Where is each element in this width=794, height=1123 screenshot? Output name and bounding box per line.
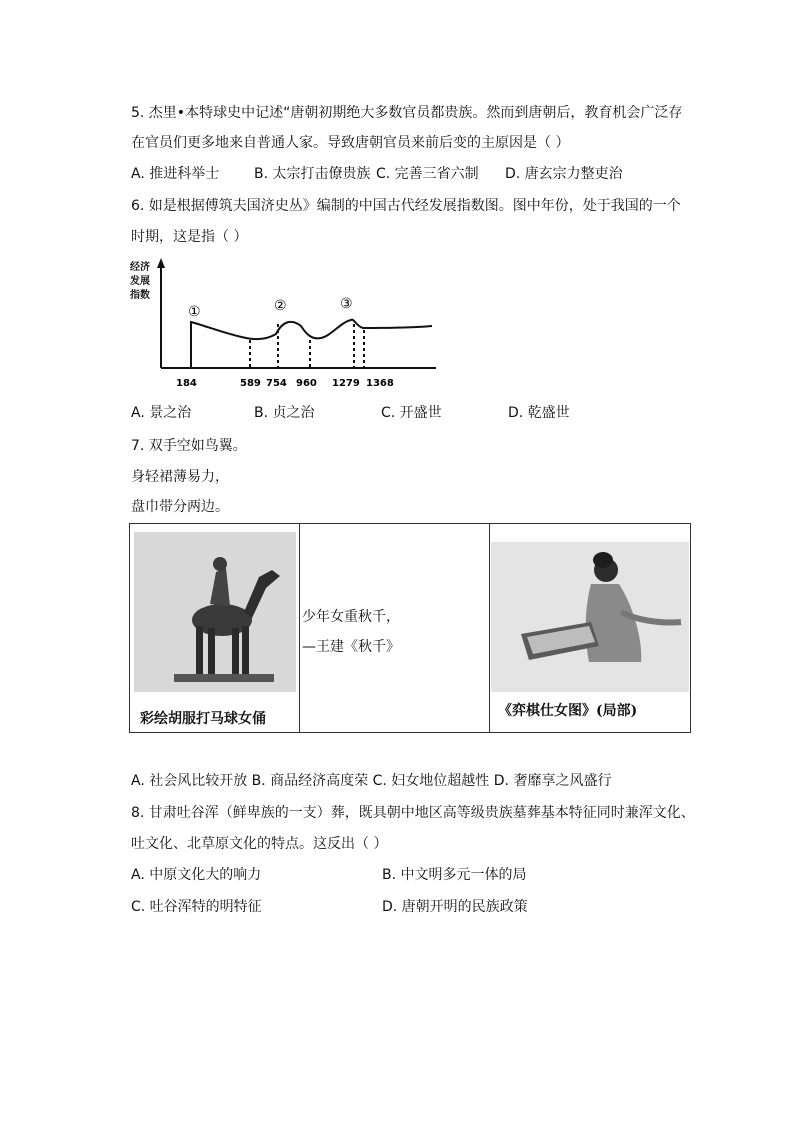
q7-stem-line2: 身轻裙薄易力， xyxy=(131,469,229,485)
weiqi-lady-painting-image xyxy=(491,542,689,692)
q8-stem-line1: 8. 甘肃吐谷浑（鲜卑族的一支）葬，既具朝中地区高等级贵族墓葬基本特征同时兼浑文化、 xyxy=(131,805,695,821)
q6-option-d: D. 乾盛世 xyxy=(508,405,570,421)
q6-stem-line2: 时期，这是指（ ） xyxy=(131,229,248,245)
q6-stem-line1: 6. 如是根据傅筑夫国济史丛》编制的中国古代经发展指数图。图中年份，处于我国的一个 xyxy=(131,198,681,214)
x-tick-label: 1368 xyxy=(366,378,394,389)
table-cell-right xyxy=(490,524,690,732)
q5-stem-line1: 5. 杰里•本特球史中记述“唐朝初期绝大多数官员都贵族。然而到唐朝后，教育机会广泛存 xyxy=(131,105,683,121)
q7-material-table xyxy=(129,523,691,733)
series-line xyxy=(191,320,432,368)
y-axis-arrow xyxy=(157,258,165,268)
table-cell-left xyxy=(130,524,300,732)
horse-figurine-illustration xyxy=(134,532,296,692)
lady-painting-illustration xyxy=(491,542,689,692)
q8-stem-line2: 吐文化、北草原文化的特点。这反出（ ） xyxy=(131,836,388,852)
q5-stem-line2: 在官员们更多地来自普通人家。导致唐朝官员来前后变的主原因是（ ） xyxy=(131,135,570,151)
y-axis-label-1: 经济 xyxy=(130,262,150,273)
table-cell-middle xyxy=(300,524,490,732)
q5-option-d: D. 唐玄宗力整吏治 xyxy=(505,166,623,182)
y-axis-label-2: 发展 xyxy=(130,276,150,287)
x-tick-label: 184 xyxy=(176,378,197,389)
economic-index-chart xyxy=(126,256,446,396)
caption-weiqi-painting: 《弈棋仕女图》(局部) xyxy=(498,703,638,719)
q7-options: A. 社会风比较开放 B. 商品经济高度荣 C. 妇女地位超越性 D. 奢靡享之风盛行 xyxy=(131,773,612,789)
q7-stem-line1: 7. 双手空如鸟翼。 xyxy=(131,438,247,454)
period-marker: ③ xyxy=(340,296,353,312)
q6-option-a: A. 景之治 xyxy=(131,405,192,421)
period-marker: ② xyxy=(274,298,287,314)
q6-option-b: B. 贞之治 xyxy=(254,405,315,421)
polo-figurine-image xyxy=(134,532,296,692)
x-tick-label: 589 xyxy=(240,378,261,389)
q8-option-b: B. 中文明多元一体的局 xyxy=(382,867,527,883)
period-marker: ① xyxy=(188,304,201,320)
y-axis-label-3: 指数 xyxy=(130,290,150,301)
q5-option-b: B. 太宗打击僚贵族 xyxy=(254,166,371,182)
caption-polo-figurine: 彩绘胡服打马球女俑 xyxy=(140,711,266,727)
q7-stem-line3: 盘巾带分两边。 xyxy=(131,499,229,515)
q5-option-c: C. 完善三省六制 xyxy=(376,166,479,182)
poem-line-1: 少年女重秋千， xyxy=(302,609,400,625)
poem-line-2: —王建《秋千》 xyxy=(302,639,400,655)
q5-option-a: A. 推进科举士 xyxy=(131,166,220,182)
q6-option-c: C. 开盛世 xyxy=(381,405,442,421)
x-tick-label: 754 xyxy=(266,378,287,389)
x-tick-label: 1279 xyxy=(332,378,360,389)
q8-option-c: C. 吐谷浑特的明特征 xyxy=(131,899,262,915)
x-tick-label: 960 xyxy=(296,378,317,389)
q8-option-a: A. 中原文化大的响力 xyxy=(131,867,262,883)
q8-option-d: D. 唐朝开明的民族政策 xyxy=(382,899,528,915)
